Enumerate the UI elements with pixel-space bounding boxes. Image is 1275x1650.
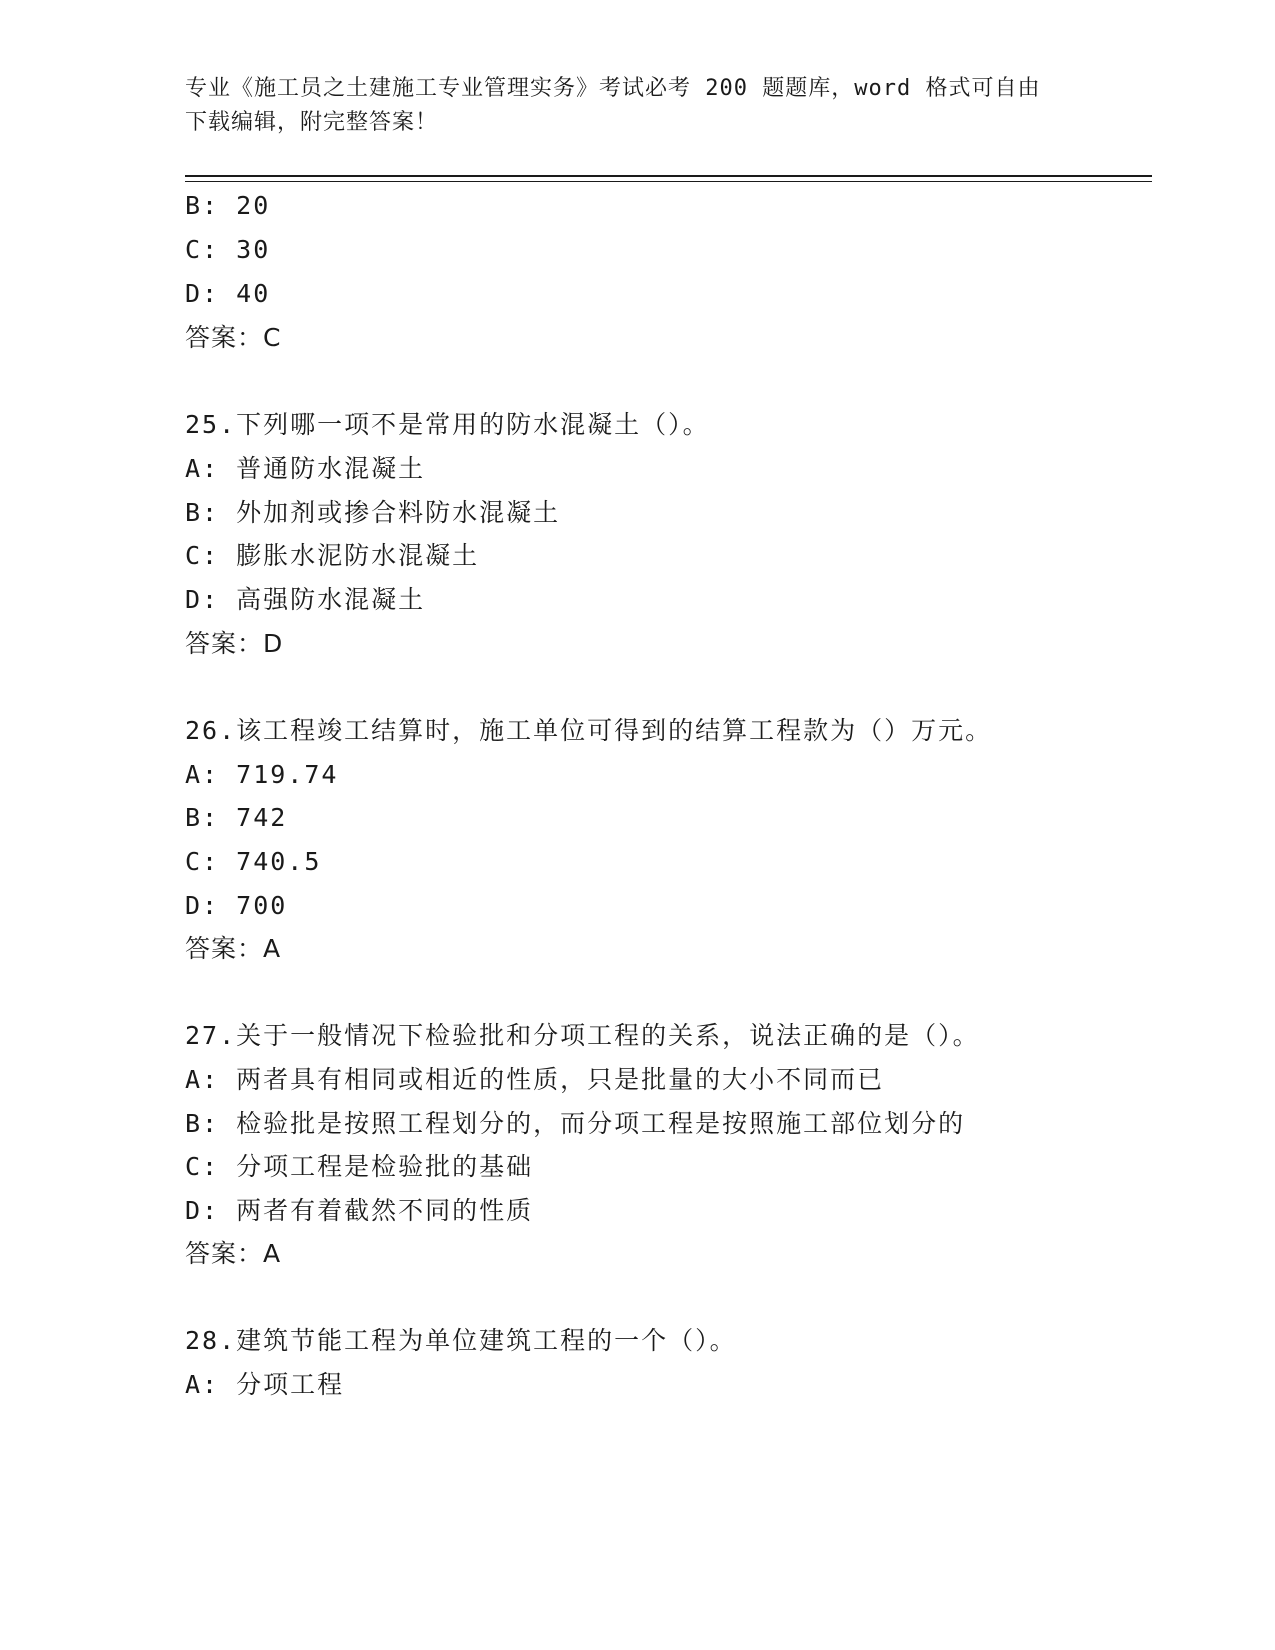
- q27-option-a: A: 两者具有相同或相近的性质，只是批量的大小不同而已: [185, 1065, 885, 1094]
- prev-option-b: B: 20: [185, 191, 271, 220]
- header-line-1: 专业《施工员之土建施工专业管理实务》考试必考 200 题题库，word 格式可自由: [185, 76, 1041, 101]
- q28-stem: 28.建筑节能工程为单位建筑工程的一个（）。: [185, 1326, 737, 1355]
- q25-option-c: C: 膨胀水泥防水混凝土: [185, 541, 480, 570]
- q25-answer: 答案：D: [185, 629, 284, 658]
- q25-option-b: B: 外加剂或掺合料防水混凝土: [185, 498, 561, 527]
- q26-option-c: C: 740.5: [185, 847, 322, 876]
- prev-option-d: D: 40: [185, 279, 271, 308]
- q25-option-a: A: 普通防水混凝土: [185, 454, 426, 483]
- document-header: [185, 72, 1085, 140]
- q26-option-d: D: 700: [185, 891, 288, 920]
- header-line-2: 下载编辑，附完整答案！: [185, 110, 439, 135]
- q27-option-d: D: 两者有着截然不同的性质: [185, 1196, 534, 1225]
- prev-answer: 答案：C: [185, 323, 282, 352]
- prev-option-c: C: 30: [185, 235, 271, 264]
- q28-option-a: A: 分项工程: [185, 1370, 345, 1399]
- q26-option-b: B: 742: [185, 803, 288, 832]
- q27-stem: 27.关于一般情况下检验批和分项工程的关系，说法正确的是（）。: [185, 1021, 980, 1050]
- header-rule-thin: [185, 181, 1152, 182]
- q27-answer: 答案：A: [185, 1239, 282, 1268]
- q26-option-a: A: 719.74: [185, 760, 339, 789]
- q27-option-c: C: 分项工程是检验批的基础: [185, 1152, 534, 1181]
- header-rule-thick: [185, 175, 1152, 177]
- q26-stem: 26.该工程竣工结算时，施工单位可得到的结算工程款为（）万元。: [185, 716, 993, 745]
- q25-stem: 25.下列哪一项不是常用的防水混凝土（）。: [185, 410, 710, 439]
- q26-answer: 答案：A: [185, 934, 282, 963]
- q27-option-b: B: 检验批是按照工程划分的，而分项工程是按照施工部位划分的: [185, 1109, 966, 1138]
- q25-option-d: D: 高强防水混凝土: [185, 585, 426, 614]
